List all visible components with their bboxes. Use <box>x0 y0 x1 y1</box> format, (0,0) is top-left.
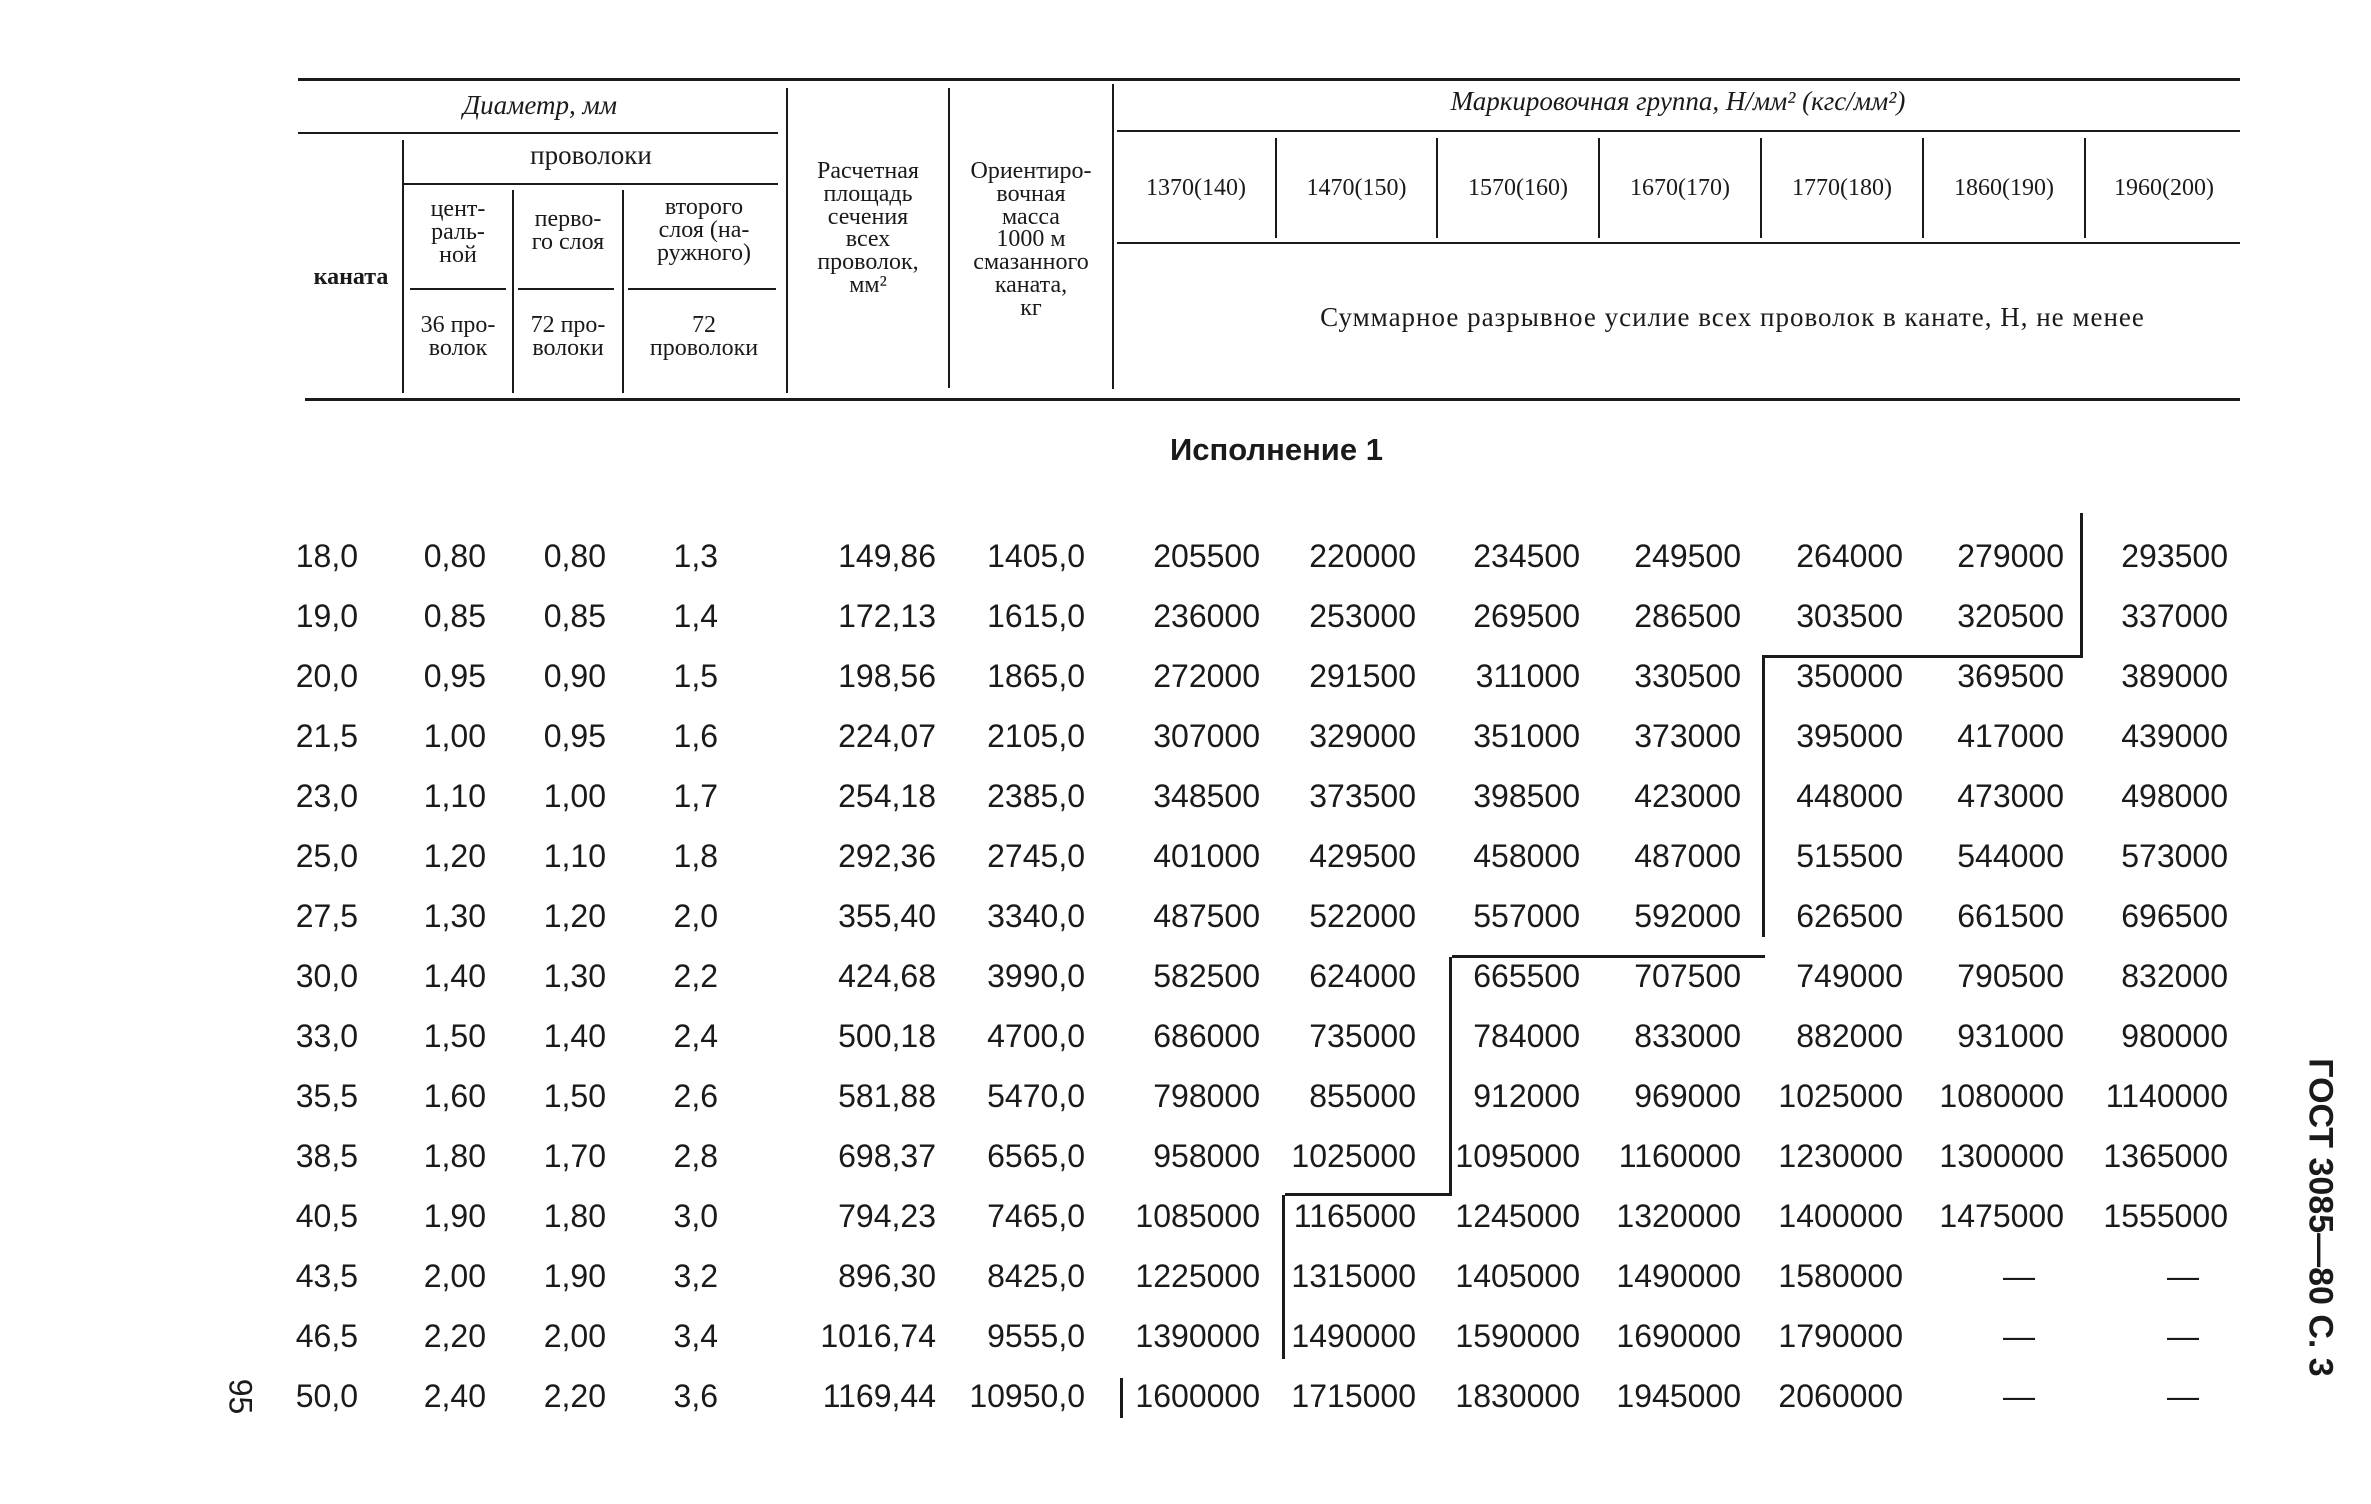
table-cell: 487000 <box>1634 838 1741 874</box>
table-cell: — <box>2003 1378 2035 1414</box>
table-cell: 21,5 <box>295 718 358 754</box>
boundary-line <box>2080 513 2083 657</box>
table-cell: 1,4 <box>673 598 718 634</box>
table-cell: 855000 <box>1309 1078 1416 1114</box>
table-cell: 369500 <box>1957 658 2064 694</box>
table-cell: 522000 <box>1309 898 1416 934</box>
table-cell: 696500 <box>2121 898 2228 934</box>
table-cell: 2385,0 <box>987 778 1085 814</box>
table-cell: 624000 <box>1309 958 1416 994</box>
table-cell: 735000 <box>1309 1018 1416 1054</box>
boundary-line <box>1282 1195 1285 1359</box>
table-cell: 1315000 <box>1291 1258 1416 1294</box>
table-cell: 573000 <box>2121 838 2228 874</box>
first-divider <box>622 190 624 393</box>
table-cell: 1169,44 <box>822 1378 936 1414</box>
grade-values-rule <box>1117 242 2240 244</box>
table-cell: 337000 <box>2121 598 2228 634</box>
table-cell: 544000 <box>1957 838 2064 874</box>
table-cell: 1,40 <box>423 958 486 994</box>
table-cell: 515500 <box>1796 838 1903 874</box>
table-cell: — <box>2167 1378 2199 1414</box>
table-cell: 1,90 <box>423 1198 486 1234</box>
table-cell: 279000 <box>1957 538 2064 574</box>
table-cell: 1865,0 <box>987 658 1085 694</box>
table-cell: 707500 <box>1634 958 1741 994</box>
table-cell: 1475000 <box>1939 1198 2064 1234</box>
table-cell: 2,00 <box>423 1258 486 1294</box>
table-cell: 269500 <box>1473 598 1580 634</box>
table-cell: 329000 <box>1309 718 1416 754</box>
table-cell: 1715000 <box>1291 1378 1416 1414</box>
table-cell: 424,68 <box>838 958 936 994</box>
table-cell: 439000 <box>2121 718 2228 754</box>
table-cell: 498000 <box>2121 778 2228 814</box>
table-cell: 980000 <box>2121 1018 2228 1054</box>
table-cell: 355,40 <box>838 898 936 934</box>
table-cell: 23,0 <box>295 778 358 814</box>
table-cell: 1230000 <box>1778 1138 1903 1174</box>
table-cell: 0,85 <box>423 598 486 634</box>
table-cell: 1095000 <box>1455 1138 1580 1174</box>
table-cell: 6565,0 <box>987 1138 1085 1174</box>
table-cell: 2,4 <box>673 1018 718 1054</box>
page-number: 95 <box>222 1378 259 1415</box>
table-cell: 3,0 <box>673 1198 718 1234</box>
table-cell: 398500 <box>1473 778 1580 814</box>
table-cell: 172,13 <box>838 598 936 634</box>
boundary-line <box>1449 957 1452 1194</box>
table-cell: 1,50 <box>423 1018 486 1054</box>
table-cell: 291500 <box>1309 658 1416 694</box>
table-cell: 2,6 <box>673 1078 718 1114</box>
table-cell: 8425,0 <box>987 1258 1085 1294</box>
table-cell: 0,80 <box>543 538 606 574</box>
first-sub-rule <box>518 288 614 290</box>
table-cell: 1,90 <box>543 1258 606 1294</box>
table-cell: 1600000 <box>1135 1378 1260 1414</box>
table-cell: 220000 <box>1309 538 1416 574</box>
grade-group-header: Маркировочная группа, Н/мм² (кгс/мм²) <box>1450 86 1906 116</box>
table-cell: 395000 <box>1796 718 1903 754</box>
wires-header-rule <box>404 183 778 185</box>
table-cell: — <box>2003 1258 2035 1294</box>
table-cell: 43,5 <box>295 1258 358 1294</box>
table-cell: 1490000 <box>1291 1318 1416 1354</box>
table-cell: 1025000 <box>1291 1138 1416 1174</box>
breaking-force-note: Суммарное разрывное усилие всех проволок в канате, Н, не менее <box>1320 302 2145 332</box>
table-cell: 798000 <box>1153 1078 1260 1114</box>
table-cell: 20,0 <box>295 658 358 694</box>
table-cell: 19,0 <box>295 598 358 634</box>
table-cell: 626500 <box>1796 898 1903 934</box>
table-cell: 401000 <box>1153 838 1260 874</box>
table-cell: 790500 <box>1957 958 2064 994</box>
table-cell: 686000 <box>1153 1018 1260 1054</box>
table-cell: 833000 <box>1634 1018 1741 1054</box>
table-cell: 1160000 <box>1618 1138 1741 1174</box>
mass-divider <box>1112 84 1114 389</box>
table-cell: 18,0 <box>295 538 358 574</box>
table-cell: 293500 <box>2121 538 2228 574</box>
table-cell: — <box>2167 1258 2199 1294</box>
table-cell: — <box>2003 1318 2035 1354</box>
grade-header-cell: 1960(200) <box>2114 175 2214 201</box>
table-cell: 661500 <box>1957 898 2064 934</box>
table-cell: 3,6 <box>673 1378 718 1414</box>
table-cell: 665500 <box>1473 958 1580 994</box>
table-cell: 0,85 <box>543 598 606 634</box>
table-cell: 2745,0 <box>987 838 1085 874</box>
table-cell: 1165000 <box>1293 1198 1416 1234</box>
table-cell: 7465,0 <box>987 1198 1085 1234</box>
diameter-group-header: Диаметр, мм <box>463 90 617 120</box>
table-cell: 1390000 <box>1135 1318 1260 1354</box>
table-cell: 9555,0 <box>987 1318 1085 1354</box>
table-cell: — <box>2167 1318 2199 1354</box>
table-cell: 1245000 <box>1455 1198 1580 1234</box>
table-cell: 350000 <box>1796 658 1903 694</box>
table-cell: 307000 <box>1153 718 1260 754</box>
table-cell: 2,00 <box>543 1318 606 1354</box>
table-cell: 592000 <box>1634 898 1741 934</box>
table-cell: 1,60 <box>423 1078 486 1114</box>
rope-header: каната <box>313 264 389 290</box>
table-cell: 1,20 <box>543 898 606 934</box>
table-cell: 351000 <box>1473 718 1580 754</box>
table-cell: 1140000 <box>2105 1078 2228 1114</box>
boundary-line <box>1120 1378 1123 1418</box>
table-cell: 2,2 <box>673 958 718 994</box>
table-cell: 0,90 <box>543 658 606 694</box>
table-cell: 1,80 <box>423 1138 486 1174</box>
table-cell: 581,88 <box>838 1078 936 1114</box>
table-cell: 417000 <box>1957 718 2064 754</box>
table-cell: 264000 <box>1796 538 1903 574</box>
table-cell: 749000 <box>1796 958 1903 994</box>
table-cell: 1016,74 <box>820 1318 936 1354</box>
table-cell: 311000 <box>1475 658 1580 694</box>
table-cell: 33,0 <box>295 1018 358 1054</box>
table-cell: 1,00 <box>543 778 606 814</box>
table-cell: 1,30 <box>543 958 606 994</box>
table-cell: 1690000 <box>1616 1318 1741 1354</box>
table-cell: 3990,0 <box>987 958 1085 994</box>
table-cell: 784000 <box>1473 1018 1580 1054</box>
table-cell: 832000 <box>2121 958 2228 994</box>
table-cell: 2060000 <box>1778 1378 1903 1414</box>
table-cell: 320500 <box>1957 598 2064 634</box>
grade-header-cell: 1670(170) <box>1630 175 1730 201</box>
top-rule <box>298 78 2240 81</box>
table-cell: 0,80 <box>423 538 486 574</box>
table-cell: 205500 <box>1153 538 1260 574</box>
table-cell: 557000 <box>1473 898 1580 934</box>
table-cell: 224,07 <box>838 718 936 754</box>
table-cell: 234500 <box>1473 538 1580 574</box>
table-cell: 1,20 <box>423 838 486 874</box>
table-cell: 2,20 <box>423 1318 486 1354</box>
table-cell: 2105,0 <box>987 718 1085 754</box>
standard-side-header: ГОСТ 3085—80 С. 3 <box>2301 1058 2340 1377</box>
boundary-line <box>1765 655 2083 658</box>
grade-header-cell: 1860(190) <box>1954 175 2054 201</box>
table-cell: 286500 <box>1634 598 1741 634</box>
table-cell: 1490000 <box>1616 1258 1741 1294</box>
table-cell: 3340,0 <box>987 898 1085 934</box>
table-cell: 1300000 <box>1939 1138 2064 1174</box>
grade-header-rule <box>1117 130 2240 132</box>
table-cell: 272000 <box>1153 658 1260 694</box>
mass-header: Ориентиро- вочная масса 1000 м смазанного каната, кг <box>970 158 1092 321</box>
table-cell: 46,5 <box>295 1318 358 1354</box>
first-layer-header: перво- го слоя <box>531 206 605 255</box>
table-cell: 303500 <box>1796 598 1903 634</box>
table-cell: 149,86 <box>838 538 936 574</box>
table-cell: 35,5 <box>295 1078 358 1114</box>
table-cell: 2,40 <box>423 1378 486 1414</box>
table-cell: 3,2 <box>673 1258 718 1294</box>
grade-header-cell: 1770(180) <box>1792 175 1892 201</box>
table-cell: 969000 <box>1634 1078 1741 1114</box>
table-cell: 423000 <box>1634 778 1741 814</box>
table-cell: 254,18 <box>838 778 936 814</box>
second-sub-rule <box>628 288 776 290</box>
table-cell: 1320000 <box>1616 1198 1741 1234</box>
table-cell: 4700,0 <box>987 1018 1085 1054</box>
table-cell: 1,3 <box>673 538 718 574</box>
second-count-header: 72 проволоки <box>649 312 759 361</box>
table-cell: 198,56 <box>838 658 936 694</box>
table-cell: 330500 <box>1634 658 1741 694</box>
table-cell: 50,0 <box>295 1378 358 1414</box>
table-cell: 1225000 <box>1135 1258 1260 1294</box>
central-wire-header: цент- раль- ной <box>430 196 486 268</box>
table-cell: 473000 <box>1957 778 2064 814</box>
table-cell: 2,0 <box>673 898 718 934</box>
section-title: Исполнение 1 <box>1170 432 1383 467</box>
table-cell: 3,4 <box>673 1318 718 1354</box>
boundary-line <box>1762 655 1765 937</box>
table-cell: 1085000 <box>1135 1198 1260 1234</box>
table-cell: 0,95 <box>543 718 606 754</box>
table-cell: 40,5 <box>295 1198 358 1234</box>
table-cell: 958000 <box>1153 1138 1260 1174</box>
table-cell: 429500 <box>1309 838 1416 874</box>
table-cell: 1945000 <box>1616 1378 1741 1414</box>
table-cell: 1,5 <box>673 658 718 694</box>
central-count-header: 36 про- волок <box>420 312 496 361</box>
table-cell: 1405000 <box>1455 1258 1580 1294</box>
table-cell: 249500 <box>1634 538 1741 574</box>
table-cell: 1,50 <box>543 1078 606 1114</box>
table-cell: 1,30 <box>423 898 486 934</box>
table-cell: 1,7 <box>673 778 718 814</box>
table-cell: 236000 <box>1153 598 1260 634</box>
table-cell: 1,6 <box>673 718 718 754</box>
table-cell: 1590000 <box>1455 1318 1580 1354</box>
table-cell: 1,00 <box>423 718 486 754</box>
table-cell: 1555000 <box>2103 1198 2228 1234</box>
table-cell: 27,5 <box>295 898 358 934</box>
table-cell: 373000 <box>1634 718 1741 754</box>
table-cell: 253000 <box>1309 598 1416 634</box>
table-cell: 1,10 <box>543 838 606 874</box>
table-cell: 10950,0 <box>969 1378 1085 1414</box>
table-cell: 5470,0 <box>987 1078 1085 1114</box>
table-cell: 1830000 <box>1455 1378 1580 1414</box>
table-cell: 500,18 <box>838 1018 936 1054</box>
table-cell: 2,20 <box>543 1378 606 1414</box>
table-cell: 582500 <box>1153 958 1260 994</box>
table-cell: 487500 <box>1153 898 1260 934</box>
table-cell: 1365000 <box>2103 1138 2228 1174</box>
table-cell: 1,10 <box>423 778 486 814</box>
area-header: Расчетная площадь сечения всех проволок, мм² <box>817 158 919 298</box>
boundary-line <box>1285 1193 1452 1196</box>
table-cell: 1025000 <box>1778 1078 1903 1114</box>
table-cell: 1,70 <box>543 1138 606 1174</box>
table-cell: 931000 <box>1957 1018 2064 1054</box>
table-cell: 30,0 <box>295 958 358 994</box>
table-cell: 448000 <box>1796 778 1903 814</box>
grade-header-cell: 1370(140) <box>1146 175 1246 201</box>
wires-header: проволоки <box>530 140 652 170</box>
first-count-header: 72 про- волоки <box>530 312 606 361</box>
table-cell: 794,23 <box>838 1198 936 1234</box>
table-cell: 698,37 <box>838 1138 936 1174</box>
table-cell: 896,30 <box>838 1258 936 1294</box>
diameter-header-rule <box>298 132 778 134</box>
table-cell: 1080000 <box>1939 1078 2064 1114</box>
grade-header-cell: 1570(160) <box>1468 175 1568 201</box>
table-cell: 1615,0 <box>987 598 1085 634</box>
second-layer-header: второго слоя (на- ружного) <box>656 194 752 266</box>
central-sub-rule <box>410 288 506 290</box>
central-divider <box>512 190 514 393</box>
table-cell: 458000 <box>1473 838 1580 874</box>
table-cell: 1400000 <box>1778 1198 1903 1234</box>
table-cell: 1580000 <box>1778 1258 1903 1294</box>
table-cell: 373500 <box>1309 778 1416 814</box>
table-cell: 1,8 <box>673 838 718 874</box>
table-cell: 38,5 <box>295 1138 358 1174</box>
table-cell: 348500 <box>1153 778 1260 814</box>
table-cell: 882000 <box>1796 1018 1903 1054</box>
boundary-line <box>1452 955 1765 958</box>
table-cell: 2,8 <box>673 1138 718 1174</box>
table-cell: 0,95 <box>423 658 486 694</box>
grade-header-cell: 1470(150) <box>1306 175 1407 201</box>
header-bottom-rule <box>305 398 2240 401</box>
table-cell: 292,36 <box>838 838 936 874</box>
table-cell: 389000 <box>2121 658 2228 694</box>
table-cell: 912000 <box>1473 1078 1580 1114</box>
table-cell: 25,0 <box>295 838 358 874</box>
table-cell: 1,80 <box>543 1198 606 1234</box>
table-cell: 1405,0 <box>987 538 1085 574</box>
table-cell: 1790000 <box>1778 1318 1903 1354</box>
table-cell: 1,40 <box>543 1018 606 1054</box>
